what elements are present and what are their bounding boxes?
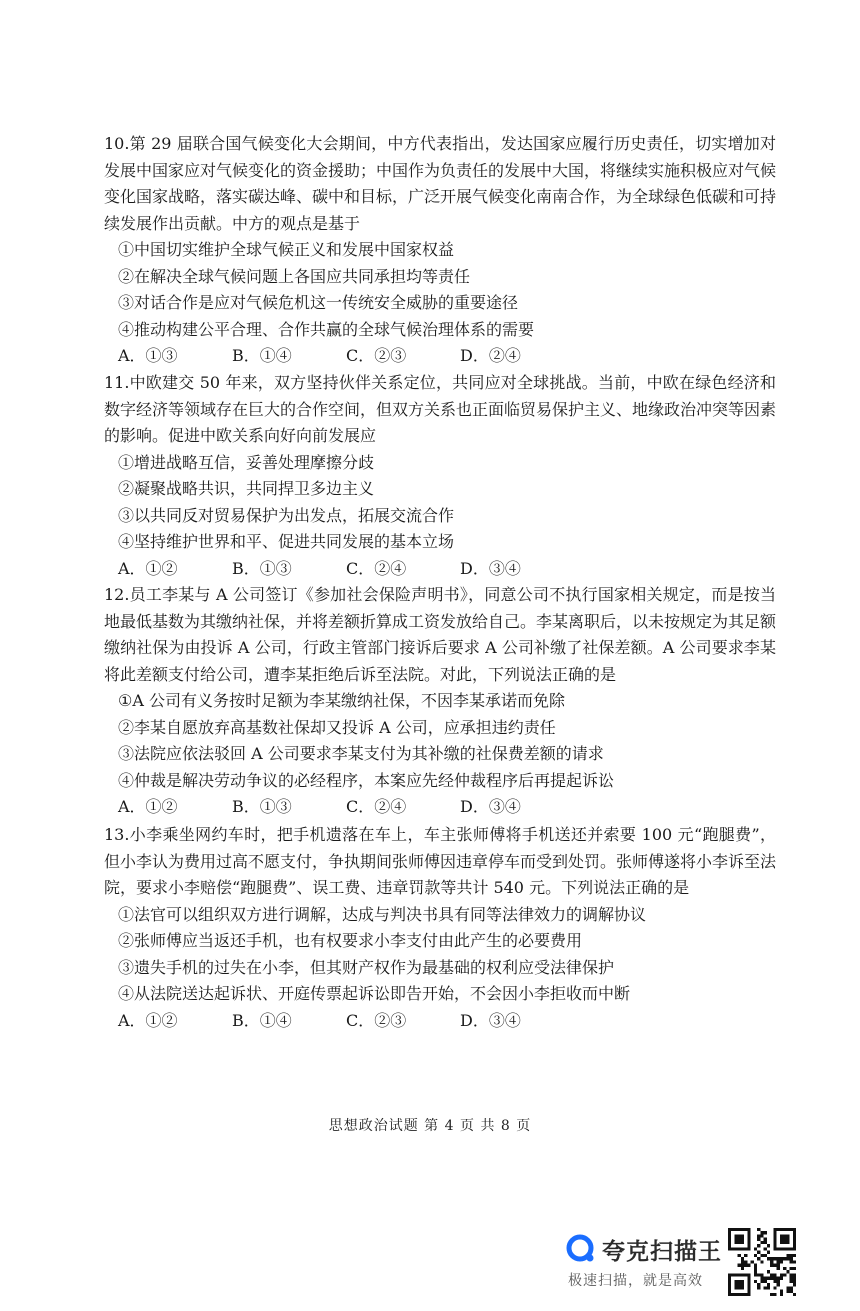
choice-a: A．①② xyxy=(118,558,178,578)
option-2: ②凝聚战略共识，共同捍卫多边主义 xyxy=(118,479,375,498)
option-1: ①增进战略互信，妥善处理摩擦分歧 xyxy=(118,452,375,472)
choice-d: D．③④ xyxy=(460,797,521,816)
page-footer: 思想政治试题 第 4 页 共 8 页 xyxy=(328,1118,532,1134)
option-3: ③对话合作是应对气候危机这一传统安全威胁的重要途径 xyxy=(118,293,519,312)
answer-choices xyxy=(104,1008,776,1035)
choice-a: A．①③ xyxy=(118,346,178,365)
choice-b: B．①④ xyxy=(232,1010,292,1030)
answer-choices xyxy=(104,794,776,821)
scanner-watermark xyxy=(566,1230,726,1294)
choice-d: D．②④ xyxy=(460,346,521,365)
question-11 xyxy=(104,370,776,582)
choice-b: B．①③ xyxy=(232,797,292,816)
option-4: ④坚持维护世界和平、促进共同发展的基本立场 xyxy=(118,532,455,551)
question-13 xyxy=(104,822,776,1034)
watermark-name: 夸克扫描王 xyxy=(602,1239,722,1265)
question-stem: 12.员工李某与 A 公司签订《参加社会保险声明书》，同意公司不执行国家相关规定，而是按当地最低基数为其缴纳社保，并将差额折算成工资发放给自己。李某离职后，以未按规定为其足额缴纳社保为由投诉 A 公司，行政主管部门接诉后要求 A 公司补缴了社保差额。A 公司要求李某将此差额支付给公司，遭李某拒绝后诉至法院。对此，下列说法正确的是 xyxy=(104,585,777,684)
choice-a: A．①② xyxy=(118,1010,178,1030)
option-1: ①中国切实维护全球气候正义和发展中国家权益 xyxy=(118,240,455,259)
choice-c: C．②③ xyxy=(346,346,407,365)
option-4: ④仲裁是解决劳动争议的必经程序，本案应先经仲裁程序后再提起诉讼 xyxy=(118,770,615,790)
question-10 xyxy=(104,131,776,370)
option-2: ②张师傅应当返还手机，也有权要求小李支付由此产生的必要费用 xyxy=(118,931,583,950)
answer-choices xyxy=(104,556,776,583)
quark-logo-icon xyxy=(566,1234,596,1264)
choice-d: D．③④ xyxy=(460,1010,521,1030)
qr-code-icon xyxy=(728,1228,796,1296)
question-stem: 13.小李乘坐网约车时，把手机遗落在车上，车主张师傅将手机送还并索要 100 元“跑腿费”，但小李认为费用过高不愿支付，争执期间张师傅因违章停车而受到处罚。张师傅遂将小李诉至法院，要求小李赔偿“跑腿费”、误工费、违章罚款等共计 540 元。下列说法正确的是 xyxy=(104,825,777,897)
choice-c: C．②③ xyxy=(346,1010,407,1030)
option-4: ④从法院送达起诉状、开庭传票起诉讼即告开始，不会因小李拒收而中断 xyxy=(118,984,631,1003)
choice-a: A．①② xyxy=(118,797,178,816)
choice-c: C．②④ xyxy=(346,558,407,578)
option-4: ④推动构建公平合理、合作共赢的全球气候治理体系的需要 xyxy=(118,319,535,339)
option-1: ①法官可以组织双方进行调解，达成与判决书具有同等法律效力的调解协议 xyxy=(118,904,647,924)
option-1: ①A 公司有义务按时足额为李某缴纳社保，不因李某承诺而免除 xyxy=(118,691,565,710)
watermark-tagline: 极速扫描，就是高效 xyxy=(568,1273,703,1289)
option-3: ③遗失手机的过失在小李，但其财产权作为最基础的权利应受法律保护 xyxy=(118,957,615,977)
question-stem: 10.第 29 届联合国气候变化大会期间，中方代表指出，发达国家应履行历史责任，切实增加对发展中国家应对气候变化的资金援助；中国作为负责任的发展中大国，将继续实施积极应对气候变化国家战略，落实碳达峰、碳中和目标，广泛开展气候变化南南合作，为全球绿色低碳和可持续发展作出贡献。中方的观点是基于 xyxy=(104,134,777,233)
option-2: ②李某自愿放弃高基数社保却又投诉 A 公司，应承担违约责任 xyxy=(118,717,556,737)
option-3: ③以共同反对贸易保护为出发点，拓展交流合作 xyxy=(118,505,455,525)
answer-choices xyxy=(104,343,776,370)
option-3: ③法院应依法驳回 A 公司要求李某支付为其补缴的社保费差额的请求 xyxy=(118,744,604,763)
option-2: ②在解决全球气候问题上各国应共同承担均等责任 xyxy=(118,266,471,286)
choice-b: B．①④ xyxy=(232,346,292,365)
choice-b: B．①③ xyxy=(232,558,292,578)
question-stem: 11.中欧建交 50 年来，双方坚持伙伴关系定位，共同应对全球挑战。当前，中欧在绿色经济和数字经济等领域存在巨大的合作空间，但双方关系也正面临贸易保护主义、地缘政治冲突等因素的影响。促进中欧关系向好向前发展应 xyxy=(104,373,777,445)
choice-d: D．③④ xyxy=(460,558,521,578)
choice-c: C．②④ xyxy=(346,797,407,816)
question-12 xyxy=(104,582,776,821)
